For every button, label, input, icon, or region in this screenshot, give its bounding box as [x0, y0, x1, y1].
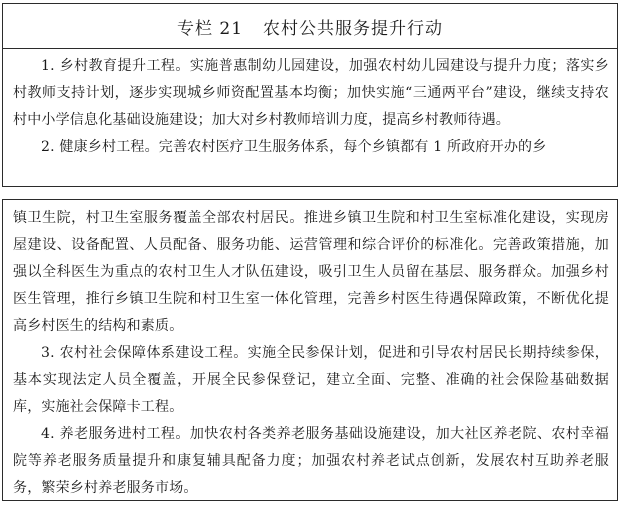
paragraph-health-continued: 镇卫生院，村卫生室服务覆盖全部农村居民。推进乡镇卫生院和村卫生室标准化建设，实现房屋建设、设备配置、人员配备、服务功能、运营管理和综合评价的标准化。完善政策措施，加强以全科医生为重点的农村卫生人才队伍建设，吸引卫生人员留在基层、服务群众。加强乡村医生管理，推行乡镇卫生院和村卫生室一体化管理，完善乡村医生待遇保障政策，不断优化提高乡村医生的结构和素质。: [13, 210, 609, 334]
box-heading: 农村公共服务提升行动: [263, 18, 444, 39]
box-body-bottom: [3, 205, 617, 502]
paragraph-elderly-care: 4. 养老服务进村工程。加快农村各类养老服务基础设施建设，加大社区养老院、农村幸福院等养老服务质量提升和康复辅具配备力度；加强农村养老试点创新，发展农村互助养老服务，繁荣乡村养老服务市场。: [13, 426, 609, 496]
paragraph-education: 1. 乡村教育提升工程。实施普惠制幼儿园建设，加强农村幼儿园建设与提升力度；落实乡村教师支持计划，逐步实现城乡师资配置基本均衡；加快实施“三通两平台”建设，继续支持农村中小学信息化基础设施建设；加大对乡村教师培训力度，提高乡村教师待遇。: [13, 58, 609, 128]
box-body-top: [3, 53, 617, 161]
box-title: [177, 14, 443, 39]
column-box-bottom: [2, 199, 618, 501]
paragraph-health-start: 2. 健康乡村工程。完善农村医疗卫生服务体系，每个乡镇都有 1 所政府开办的乡: [41, 139, 547, 155]
box-title-row: [3, 4, 617, 49]
box-label: 专栏 21: [176, 18, 244, 39]
column-box-top: [2, 3, 618, 187]
paragraph-social-security: 3. 农村社会保障体系建设工程。实施全民参保计划，促进和引导农村居民长期持续参保，基本实现法定人员全覆盖，开展全民参保登记，建立全面、完整、准确的社会保险基础数据库，实施社会保障卡工程。: [13, 345, 609, 415]
